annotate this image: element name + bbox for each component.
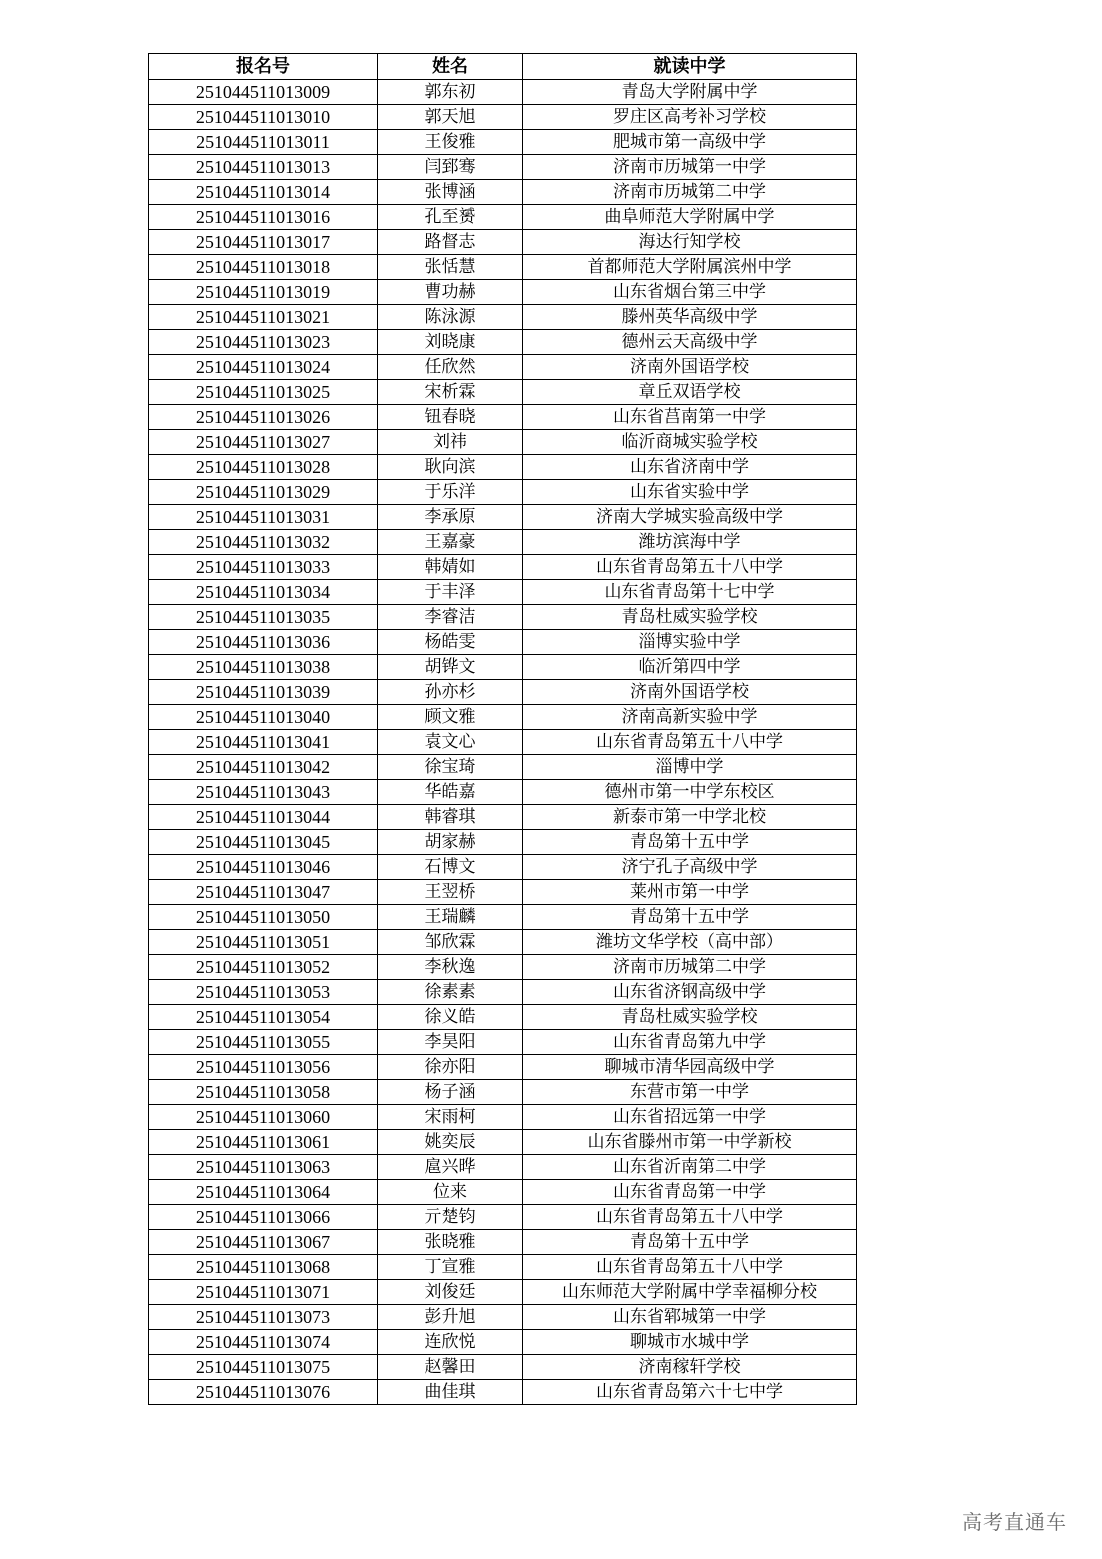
table-row <box>149 855 857 880</box>
school-cell: 临沂商城实验学校 <box>523 430 857 455</box>
registration-number-cell: 251044511013076 <box>149 1380 378 1405</box>
admission-list-table <box>148 53 857 1405</box>
name-cell: 王翌桥 <box>378 880 523 905</box>
registration-number-cell: 251044511013046 <box>149 855 378 880</box>
table-row <box>149 380 857 405</box>
registration-number-cell: 251044511013023 <box>149 330 378 355</box>
header-name: 姓名 <box>378 54 523 80</box>
school-cell: 山东省青岛第五十八中学 <box>523 730 857 755</box>
registration-number-cell: 251044511013044 <box>149 805 378 830</box>
registration-number-cell: 251044511013071 <box>149 1280 378 1305</box>
school-cell: 山东省青岛第五十八中学 <box>523 1205 857 1230</box>
registration-number-cell: 251044511013043 <box>149 780 378 805</box>
name-cell: 胡铧文 <box>378 655 523 680</box>
name-cell: 徐素素 <box>378 980 523 1005</box>
table-row <box>149 255 857 280</box>
table-row <box>149 130 857 155</box>
school-cell: 济南外国语学校 <box>523 680 857 705</box>
school-cell: 莱州市第一中学 <box>523 880 857 905</box>
school-cell: 东营市第一中学 <box>523 1080 857 1105</box>
registration-number-cell: 251044511013036 <box>149 630 378 655</box>
name-cell: 闫郅骞 <box>378 155 523 180</box>
name-cell: 丁宣雅 <box>378 1255 523 1280</box>
school-cell: 济宁孔子高级中学 <box>523 855 857 880</box>
registration-number-cell: 251044511013032 <box>149 530 378 555</box>
table-row <box>149 1280 857 1305</box>
school-cell: 潍坊文华学校（高中部） <box>523 930 857 955</box>
registration-number-cell: 251044511013024 <box>149 355 378 380</box>
name-cell: 邹欣霖 <box>378 930 523 955</box>
school-cell: 滕州英华高级中学 <box>523 305 857 330</box>
school-cell: 曲阜师范大学附属中学 <box>523 205 857 230</box>
registration-number-cell: 251044511013067 <box>149 1230 378 1255</box>
table-row <box>149 730 857 755</box>
table-row <box>149 1155 857 1180</box>
name-cell: 郭东初 <box>378 80 523 105</box>
name-cell: 路督志 <box>378 230 523 255</box>
table-row <box>149 355 857 380</box>
table-row <box>149 630 857 655</box>
table-row <box>149 705 857 730</box>
table-row <box>149 480 857 505</box>
registration-number-cell: 251044511013028 <box>149 455 378 480</box>
registration-number-cell: 251044511013027 <box>149 430 378 455</box>
name-cell: 王瑞麟 <box>378 905 523 930</box>
table-row <box>149 1205 857 1230</box>
name-cell: 彭升旭 <box>378 1305 523 1330</box>
header-registration-number: 报名号 <box>149 54 378 80</box>
table-row <box>149 430 857 455</box>
name-cell: 李承原 <box>378 505 523 530</box>
school-cell: 青岛杜威实验学校 <box>523 1005 857 1030</box>
header-school: 就读中学 <box>523 54 857 80</box>
name-cell: 杨子涵 <box>378 1080 523 1105</box>
table-row <box>149 180 857 205</box>
school-cell: 山东省郓城第一中学 <box>523 1305 857 1330</box>
table-row <box>149 505 857 530</box>
name-cell: 胡家赫 <box>378 830 523 855</box>
table-row <box>149 405 857 430</box>
table-body <box>149 80 857 1405</box>
table-row <box>149 830 857 855</box>
table-row <box>149 1105 857 1130</box>
school-cell: 青岛第十五中学 <box>523 830 857 855</box>
name-cell: 石博文 <box>378 855 523 880</box>
table-row <box>149 1180 857 1205</box>
registration-number-cell: 251044511013064 <box>149 1180 378 1205</box>
registration-number-cell: 251044511013031 <box>149 505 378 530</box>
school-cell: 潍坊滨海中学 <box>523 530 857 555</box>
name-cell: 张恬慧 <box>378 255 523 280</box>
name-cell: 顾文雅 <box>378 705 523 730</box>
school-cell: 青岛杜威实验学校 <box>523 605 857 630</box>
table-row <box>149 680 857 705</box>
table-row <box>149 980 857 1005</box>
registration-number-cell: 251044511013042 <box>149 755 378 780</box>
school-cell: 首都师范大学附属滨州中学 <box>523 255 857 280</box>
table-row <box>149 205 857 230</box>
table-row <box>149 605 857 630</box>
watermark-text: 高考直通车 <box>962 1510 1067 1534</box>
registration-number-cell: 251044511013034 <box>149 580 378 605</box>
registration-number-cell: 251044511013055 <box>149 1030 378 1055</box>
school-cell: 章丘双语学校 <box>523 380 857 405</box>
registration-number-cell: 251044511013009 <box>149 80 378 105</box>
registration-number-cell: 251044511013068 <box>149 1255 378 1280</box>
name-cell: 王俊雅 <box>378 130 523 155</box>
name-cell: 韩婧如 <box>378 555 523 580</box>
table-row <box>149 805 857 830</box>
name-cell: 徐宝琦 <box>378 755 523 780</box>
school-cell: 海达行知学校 <box>523 230 857 255</box>
name-cell: 任欣然 <box>378 355 523 380</box>
registration-number-cell: 251044511013066 <box>149 1205 378 1230</box>
school-cell: 山东省青岛第一中学 <box>523 1180 857 1205</box>
table-row <box>149 530 857 555</box>
name-cell: 李睿洁 <box>378 605 523 630</box>
name-cell: 陈泳源 <box>378 305 523 330</box>
school-cell: 济南高新实验中学 <box>523 705 857 730</box>
table-row <box>149 930 857 955</box>
name-cell: 于乐洋 <box>378 480 523 505</box>
registration-number-cell: 251044511013013 <box>149 155 378 180</box>
registration-number-cell: 251044511013029 <box>149 480 378 505</box>
registration-number-cell: 251044511013074 <box>149 1330 378 1355</box>
name-cell: 王嘉豪 <box>378 530 523 555</box>
table-row <box>149 330 857 355</box>
name-cell: 曹功赫 <box>378 280 523 305</box>
registration-number-cell: 251044511013051 <box>149 930 378 955</box>
registration-number-cell: 251044511013016 <box>149 205 378 230</box>
registration-number-cell: 251044511013052 <box>149 955 378 980</box>
table-row <box>149 1030 857 1055</box>
name-cell: 刘俊廷 <box>378 1280 523 1305</box>
school-cell: 济南外国语学校 <box>523 355 857 380</box>
school-cell: 山东省青岛第十七中学 <box>523 580 857 605</box>
table-row <box>149 1080 857 1105</box>
school-cell: 青岛第十五中学 <box>523 905 857 930</box>
name-cell: 袁文心 <box>378 730 523 755</box>
registration-number-cell: 251044511013047 <box>149 880 378 905</box>
name-cell: 韩睿琪 <box>378 805 523 830</box>
table-row <box>149 780 857 805</box>
registration-number-cell: 251044511013075 <box>149 1355 378 1380</box>
table-row <box>149 905 857 930</box>
table-row <box>149 455 857 480</box>
registration-number-cell: 251044511013054 <box>149 1005 378 1030</box>
name-cell: 亓楚钧 <box>378 1205 523 1230</box>
school-cell: 山东师范大学附属中学幸福柳分校 <box>523 1280 857 1305</box>
table-row <box>149 230 857 255</box>
name-cell: 于丰泽 <box>378 580 523 605</box>
table-row <box>149 555 857 580</box>
name-cell: 刘晓康 <box>378 330 523 355</box>
registration-number-cell: 251044511013010 <box>149 105 378 130</box>
name-cell: 宋雨柯 <box>378 1105 523 1130</box>
registration-number-cell: 251044511013019 <box>149 280 378 305</box>
table-row <box>149 1005 857 1030</box>
table-row <box>149 280 857 305</box>
table-row <box>149 1380 857 1405</box>
school-cell: 新泰市第一中学北校 <box>523 805 857 830</box>
registration-number-cell: 251044511013040 <box>149 705 378 730</box>
school-cell: 山东省烟台第三中学 <box>523 280 857 305</box>
registration-number-cell: 251044511013018 <box>149 255 378 280</box>
registration-number-cell: 251044511013063 <box>149 1155 378 1180</box>
name-cell: 扈兴晔 <box>378 1155 523 1180</box>
school-cell: 山东省青岛第五十八中学 <box>523 555 857 580</box>
school-cell: 山东省济钢高级中学 <box>523 980 857 1005</box>
school-cell: 济南市历城第二中学 <box>523 180 857 205</box>
registration-number-cell: 251044511013026 <box>149 405 378 430</box>
name-cell: 宋析霖 <box>378 380 523 405</box>
table-row <box>149 105 857 130</box>
name-cell: 孙亦杉 <box>378 680 523 705</box>
registration-number-cell: 251044511013060 <box>149 1105 378 1130</box>
table-row <box>149 305 857 330</box>
school-cell: 山东省招远第一中学 <box>523 1105 857 1130</box>
school-cell: 济南市历城第二中学 <box>523 955 857 980</box>
table-row <box>149 655 857 680</box>
table-row <box>149 1255 857 1280</box>
school-cell: 德州市第一中学东校区 <box>523 780 857 805</box>
school-cell: 淄博中学 <box>523 755 857 780</box>
school-cell: 肥城市第一高级中学 <box>523 130 857 155</box>
registration-number-cell: 251044511013021 <box>149 305 378 330</box>
registration-number-cell: 251044511013050 <box>149 905 378 930</box>
school-cell: 山东省青岛第六十七中学 <box>523 1380 857 1405</box>
registration-number-cell: 251044511013033 <box>149 555 378 580</box>
name-cell: 耿向滨 <box>378 455 523 480</box>
name-cell: 钮春晓 <box>378 405 523 430</box>
name-cell: 张博涵 <box>378 180 523 205</box>
registration-number-cell: 251044511013053 <box>149 980 378 1005</box>
table-row <box>149 1355 857 1380</box>
table-row <box>149 1330 857 1355</box>
name-cell: 连欣悦 <box>378 1330 523 1355</box>
table-row <box>149 880 857 905</box>
table-row <box>149 580 857 605</box>
name-cell: 徐义皓 <box>378 1005 523 1030</box>
name-cell: 杨皓雯 <box>378 630 523 655</box>
name-cell: 郭天旭 <box>378 105 523 130</box>
table-row <box>149 1055 857 1080</box>
name-cell: 位来 <box>378 1180 523 1205</box>
name-cell: 赵馨田 <box>378 1355 523 1380</box>
registration-number-cell: 251044511013056 <box>149 1055 378 1080</box>
school-cell: 聊城市水城中学 <box>523 1330 857 1355</box>
registration-number-cell: 251044511013038 <box>149 655 378 680</box>
name-cell: 李秋逸 <box>378 955 523 980</box>
registration-number-cell: 251044511013017 <box>149 230 378 255</box>
registration-number-cell: 251044511013025 <box>149 380 378 405</box>
school-cell: 山东省济南中学 <box>523 455 857 480</box>
name-cell: 徐亦阳 <box>378 1055 523 1080</box>
school-cell: 山东省莒南第一中学 <box>523 405 857 430</box>
school-cell: 山东省实验中学 <box>523 480 857 505</box>
school-cell: 山东省青岛第九中学 <box>523 1030 857 1055</box>
name-cell: 李昊阳 <box>378 1030 523 1055</box>
registration-number-cell: 251044511013073 <box>149 1305 378 1330</box>
school-cell: 淄博实验中学 <box>523 630 857 655</box>
table-row <box>149 80 857 105</box>
school-cell: 济南市历城第一中学 <box>523 155 857 180</box>
school-cell: 聊城市清华园高级中学 <box>523 1055 857 1080</box>
header-row <box>149 54 857 80</box>
school-cell: 青岛大学附属中学 <box>523 80 857 105</box>
registration-number-cell: 251044511013039 <box>149 680 378 705</box>
school-cell: 山东省沂南第二中学 <box>523 1155 857 1180</box>
registration-number-cell: 251044511013061 <box>149 1130 378 1155</box>
name-cell: 张晓雅 <box>378 1230 523 1255</box>
registration-number-cell: 251044511013014 <box>149 180 378 205</box>
registration-number-cell: 251044511013045 <box>149 830 378 855</box>
table-row <box>149 1130 857 1155</box>
table-row <box>149 1230 857 1255</box>
school-cell: 济南稼轩学校 <box>523 1355 857 1380</box>
table-row <box>149 755 857 780</box>
registration-number-cell: 251044511013035 <box>149 605 378 630</box>
school-cell: 山东省滕州市第一中学新校 <box>523 1130 857 1155</box>
registration-number-cell: 251044511013058 <box>149 1080 378 1105</box>
name-cell: 刘祎 <box>378 430 523 455</box>
name-cell: 华皓嘉 <box>378 780 523 805</box>
school-cell: 山东省青岛第五十八中学 <box>523 1255 857 1280</box>
table-row <box>149 1305 857 1330</box>
school-cell: 临沂第四中学 <box>523 655 857 680</box>
school-cell: 青岛第十五中学 <box>523 1230 857 1255</box>
registration-number-cell: 251044511013041 <box>149 730 378 755</box>
name-cell: 曲佳琪 <box>378 1380 523 1405</box>
school-cell: 济南大学城实验高级中学 <box>523 505 857 530</box>
name-cell: 孔至赟 <box>378 205 523 230</box>
school-cell: 罗庄区高考补习学校 <box>523 105 857 130</box>
school-cell: 德州云天高级中学 <box>523 330 857 355</box>
table-row <box>149 155 857 180</box>
registration-number-cell: 251044511013011 <box>149 130 378 155</box>
table-row <box>149 955 857 980</box>
name-cell: 姚奕辰 <box>378 1130 523 1155</box>
